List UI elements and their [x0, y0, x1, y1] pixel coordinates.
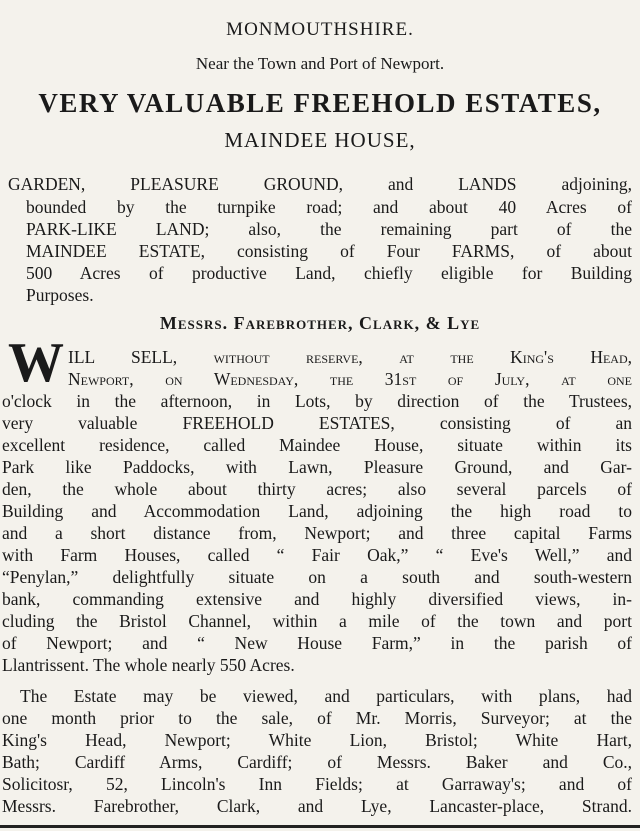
closing-line: Bath; Cardiff Arms, Cardiff; of Messrs. Baker and Co., — [2, 752, 632, 772]
auctioneers-line: Messrs. Farebrother, Clark, & Lye — [159, 313, 481, 333]
description-line: PARK-LIKE LAND; also, the remaining part of the — [26, 219, 632, 239]
body-line: bank, commanding extensive and highly diversified views, in- — [2, 589, 632, 609]
body-line: Llantrissent. The whole nearly 550 Acres. — [2, 655, 295, 675]
description-line: GARDEN, PLEASURE GROUND, and LANDS adjoining, — [8, 174, 632, 194]
body-line: o'clock in the afternoon, in Lots, by direction of the Trustees, — [2, 391, 632, 411]
closing-line: one month prior to the sale, of Mr. Morris, Surveyor; at the — [2, 708, 632, 728]
drop-cap: W — [8, 332, 64, 394]
headline: VERY VALUABLE FREEHOLD ESTATES, — [38, 88, 602, 118]
body-line: very valuable FREEHOLD ESTATES, consisting of an — [2, 413, 632, 433]
county-heading: MONMOUTHSHIRE. — [226, 19, 414, 40]
body-line: and a short distance from, Newport; and three capital Farms — [2, 523, 632, 543]
closing-line: Messrs. Farebrother, Clark, and Lye, Lancaster-place, Strand. — [2, 796, 632, 816]
body-line: ILL SELL, without reserve, at the King's Head, — [68, 347, 632, 367]
bottom-rule — [0, 825, 640, 828]
location-line: Near the Town and Port of Newport. — [195, 54, 445, 73]
house-title: MAINDEE HOUSE, — [224, 128, 416, 152]
body-line: “Penylan,” delightfully situate on a south and south-western — [2, 567, 632, 587]
body-line: with Farm Houses, called “ Fair Oak,” “ Eve's Well,” and — [2, 545, 632, 565]
description-line: Purposes. — [26, 285, 94, 305]
body-line: den, the whole about thirty acres; also several parcels of — [2, 479, 632, 499]
description-line: MAINDEE ESTATE, consisting of Four FARMS, of about — [26, 241, 632, 261]
closing-line: King's Head, Newport; White Lion, Bristol; White Hart, — [2, 730, 632, 750]
closing-line: The Estate may be viewed, and particulars, with plans, had — [20, 686, 632, 706]
description-line: bounded by the turnpike road; and about 40 Acres of — [26, 197, 632, 217]
body-line: of Newport; and “ New House Farm,” in the parish of — [2, 633, 632, 653]
body-line: Park like Paddocks, with Lawn, Pleasure Ground, and Gar- — [2, 457, 632, 477]
body-line: excellent residence, called Maindee House, situate within its — [2, 435, 632, 455]
body-line: cluding the Bristol Channel, within a mile of the town and port — [2, 611, 632, 631]
closing-line: Solicitosr, 52, Lincoln's Inn Fields; at Garraway's; and of — [2, 774, 632, 794]
body-line: Building and Accommodation Land, adjoining the high road to — [2, 501, 632, 521]
body-line: Newport, on Wednesday, the 31st of July, at one — [68, 369, 632, 389]
description-line: 500 Acres of productive Land, chiefly eligible for Building — [26, 263, 632, 283]
